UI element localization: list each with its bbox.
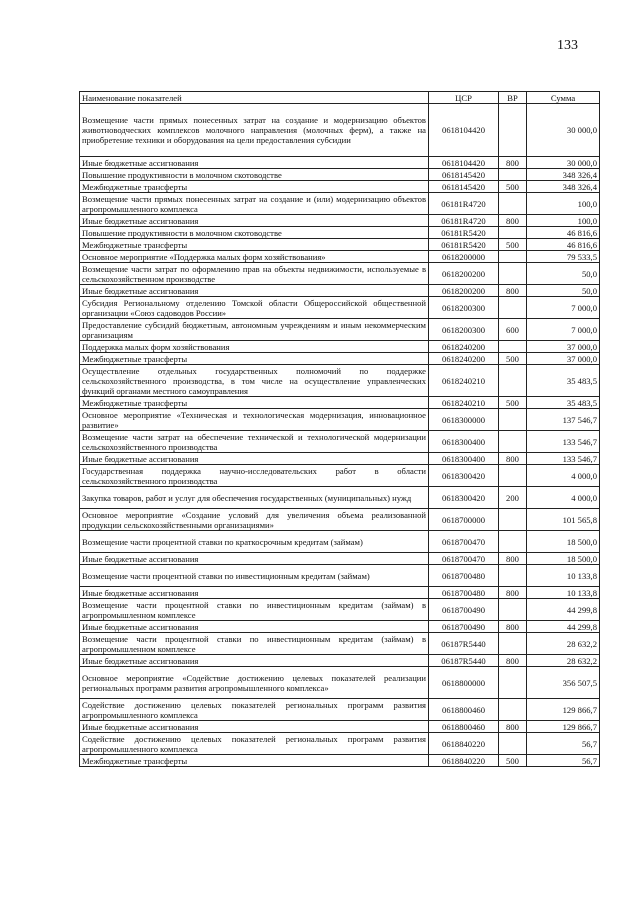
row-csr: 0618240200: [429, 341, 499, 353]
row-sum: 37 000,0: [527, 353, 600, 365]
row-vr: 800: [499, 157, 527, 169]
row-csr: 0618800000: [429, 667, 499, 699]
row-sum: 10 133,8: [527, 565, 600, 587]
row-name: Повышение продуктивности в молочном скотоводстве: [80, 169, 429, 181]
table-row: [80, 227, 600, 239]
row-name: Возмещение части прямых понесенных затрат на создание и (или) модернизацию объектов агропромышленного комплекса: [80, 193, 429, 215]
table-row: [80, 565, 600, 587]
row-vr: 800: [499, 453, 527, 465]
table-row: [80, 181, 600, 193]
row-name: Субсидия Региональному отделению Томской области Общероссийской общественной организации «Союз садоводов России»: [80, 297, 429, 319]
row-csr: 0618240210: [429, 365, 499, 397]
row-csr: 06181R4720: [429, 193, 499, 215]
table-row: [80, 431, 600, 453]
row-vr: [499, 341, 527, 353]
row-sum: 137 546,7: [527, 409, 600, 431]
row-name: Иные бюджетные ассигнования: [80, 285, 429, 297]
table-row: [80, 104, 600, 157]
row-vr: 500: [499, 353, 527, 365]
row-sum: 356 507,5: [527, 667, 600, 699]
table-row: [80, 397, 600, 409]
budget-table: [79, 91, 600, 767]
row-name: Иные бюджетные ассигнования: [80, 721, 429, 733]
row-sum: 50,0: [527, 263, 600, 285]
header-vr: ВР: [499, 92, 527, 104]
row-name: Иные бюджетные ассигнования: [80, 453, 429, 465]
row-vr: [499, 193, 527, 215]
table-row: [80, 465, 600, 487]
table-row: [80, 341, 600, 353]
row-name: Возмещение части процентной ставки по краткосрочным кредитам (займам): [80, 531, 429, 553]
row-vr: 500: [499, 181, 527, 193]
row-name: Закупка товаров, работ и услуг для обеспечения государственных (муниципальных) нужд: [80, 487, 429, 509]
row-name: Основное мероприятие «Создание условий для увеличения объема реализованной продукции сельскохозяйственными организациями»: [80, 509, 429, 531]
table-row: [80, 621, 600, 633]
row-name: Возмещение части затрат по оформлению прав на объекты недвижимости, используемые в сельскохозяйственном производстве: [80, 263, 429, 285]
row-vr: [499, 699, 527, 721]
row-vr: [499, 509, 527, 531]
table-row: [80, 409, 600, 431]
row-sum: 30 000,0: [527, 157, 600, 169]
row-vr: 800: [499, 587, 527, 599]
row-name: Основное мероприятие «Содействие достижению целевых показателей реализации региональных программ развития агропромышленного комплекса»: [80, 667, 429, 699]
table-row: [80, 263, 600, 285]
table-row: [80, 453, 600, 465]
row-name: Предоставление субсидий бюджетным, автономным учреждениям и иным некоммерческим организациям: [80, 319, 429, 341]
table-row: [80, 755, 600, 767]
table-row: [80, 487, 600, 509]
row-name: Содействие достижению целевых показателей региональных программ развития агропромышленного комплекса: [80, 733, 429, 755]
row-csr: 0618300420: [429, 487, 499, 509]
row-name: Содействие достижению целевых показателей региональных программ развития агропромышленного комплекса: [80, 699, 429, 721]
table-row: [80, 169, 600, 181]
row-sum: 50,0: [527, 285, 600, 297]
row-sum: 46 816,6: [527, 227, 600, 239]
row-vr: [499, 263, 527, 285]
row-name: Иные бюджетные ассигнования: [80, 655, 429, 667]
row-csr: 06181R5420: [429, 227, 499, 239]
row-sum: 7 000,0: [527, 319, 600, 341]
row-csr: 0618145420: [429, 169, 499, 181]
table-row: [80, 251, 600, 263]
row-name: Возмещение части затрат на обеспечение технической и технологической модернизации сельскохозяйственного производства: [80, 431, 429, 453]
row-csr: 0618200300: [429, 319, 499, 341]
row-name: Возмещение части процентной ставки по инвестиционным кредитам (займам) в агропромышленном комплексе: [80, 599, 429, 621]
row-csr: 0618700480: [429, 565, 499, 587]
table-row: [80, 193, 600, 215]
row-csr: 0618700470: [429, 553, 499, 565]
row-sum: 56,7: [527, 755, 600, 767]
header-csr: ЦСР: [429, 92, 499, 104]
row-name: Повышение продуктивности в молочном скотоводстве: [80, 227, 429, 239]
table-row: [80, 365, 600, 397]
row-name: Межбюджетные трансферты: [80, 239, 429, 251]
row-vr: [499, 251, 527, 263]
row-vr: [499, 409, 527, 431]
table-row: [80, 509, 600, 531]
row-vr: [499, 169, 527, 181]
row-vr: [499, 633, 527, 655]
row-csr: 0618800460: [429, 721, 499, 733]
row-sum: 4 000,0: [527, 487, 600, 509]
table-row: [80, 531, 600, 553]
row-csr: 0618700490: [429, 621, 499, 633]
row-csr: 0618240210: [429, 397, 499, 409]
table-row: [80, 215, 600, 227]
row-name: Возмещение части процентной ставки по инвестиционным кредитам (займам): [80, 565, 429, 587]
row-sum: 18 500,0: [527, 531, 600, 553]
row-csr: 0618104420: [429, 157, 499, 169]
table-row: [80, 667, 600, 699]
table-row: [80, 733, 600, 755]
row-sum: 100,0: [527, 193, 600, 215]
row-csr: 0618145420: [429, 181, 499, 193]
table-row: [80, 285, 600, 297]
row-sum: 129 866,7: [527, 699, 600, 721]
row-vr: [499, 531, 527, 553]
row-vr: [499, 104, 527, 157]
row-vr: 800: [499, 721, 527, 733]
row-name: Иные бюджетные ассигнования: [80, 621, 429, 633]
row-sum: 30 000,0: [527, 104, 600, 157]
row-csr: 0618700470: [429, 531, 499, 553]
row-vr: [499, 667, 527, 699]
row-csr: 0618240200: [429, 353, 499, 365]
page-number: 133: [557, 38, 578, 53]
row-csr: 0618800460: [429, 699, 499, 721]
row-vr: [499, 227, 527, 239]
row-vr: [499, 431, 527, 453]
header-name: Наименование показателей: [80, 92, 429, 104]
row-name: Основное мероприятие «Техническая и технологическая модернизация, инновационное развитие»: [80, 409, 429, 431]
table-row: [80, 157, 600, 169]
row-csr: 0618700000: [429, 509, 499, 531]
row-vr: [499, 365, 527, 397]
row-csr: 06187R5440: [429, 655, 499, 667]
row-vr: 200: [499, 487, 527, 509]
row-vr: 800: [499, 621, 527, 633]
row-sum: 35 483,5: [527, 397, 600, 409]
row-sum: 37 000,0: [527, 341, 600, 353]
row-vr: 500: [499, 755, 527, 767]
row-csr: 0618104420: [429, 104, 499, 157]
row-sum: 56,7: [527, 733, 600, 755]
row-csr: 06187R5440: [429, 633, 499, 655]
row-csr: 0618200000: [429, 251, 499, 263]
row-vr: 800: [499, 553, 527, 565]
row-sum: 28 632,2: [527, 655, 600, 667]
table-body: [80, 104, 600, 767]
row-sum: 79 533,5: [527, 251, 600, 263]
row-csr: 0618200300: [429, 297, 499, 319]
table-row: [80, 353, 600, 365]
row-name: Возмещение части процентной ставки по инвестиционным кредитам (займам) в агропромышленном комплексе: [80, 633, 429, 655]
table-row: [80, 319, 600, 341]
row-csr: 06181R4720: [429, 215, 499, 227]
row-csr: 0618840220: [429, 733, 499, 755]
table-row: [80, 553, 600, 565]
row-sum: 348 326,4: [527, 181, 600, 193]
row-name: Межбюджетные трансферты: [80, 181, 429, 193]
row-name: Поддержка малых форм хозяйствования: [80, 341, 429, 353]
row-vr: 500: [499, 239, 527, 251]
row-csr: 0618200200: [429, 263, 499, 285]
row-csr: 0618300400: [429, 453, 499, 465]
row-name: Возмещение части прямых понесенных затрат на создание и модернизацию объектов животноводческих комплексов молочного направления (молочных ферм), а также на приобретение техники и оборудования на цели предоставления субсидии: [80, 104, 429, 157]
row-vr: [499, 599, 527, 621]
table-row: [80, 655, 600, 667]
row-vr: 800: [499, 285, 527, 297]
row-vr: [499, 565, 527, 587]
row-name: Межбюджетные трансферты: [80, 397, 429, 409]
row-sum: 133 546,7: [527, 431, 600, 453]
row-csr: 0618700490: [429, 599, 499, 621]
row-csr: 0618840220: [429, 755, 499, 767]
row-name: Государственная поддержка научно-исследовательских работ в области сельскохозяйственного производства: [80, 465, 429, 487]
row-name: Основное мероприятие «Поддержка малых форм хозяйствования»: [80, 251, 429, 263]
row-sum: 4 000,0: [527, 465, 600, 487]
table-row: [80, 297, 600, 319]
row-sum: 348 326,4: [527, 169, 600, 181]
row-sum: 10 133,8: [527, 587, 600, 599]
row-vr: 800: [499, 215, 527, 227]
row-name: Осуществление отдельных государственных полномочий по поддержке сельскохозяйственного производства, в том числе на осуществление управленческих функций органами местного самоуправления: [80, 365, 429, 397]
table-row: [80, 587, 600, 599]
row-sum: 101 565,8: [527, 509, 600, 531]
row-sum: 100,0: [527, 215, 600, 227]
row-vr: [499, 297, 527, 319]
row-sum: 44 299,8: [527, 599, 600, 621]
row-sum: 44 299,8: [527, 621, 600, 633]
table-row: [80, 699, 600, 721]
row-name: Межбюджетные трансферты: [80, 755, 429, 767]
row-name: Иные бюджетные ассигнования: [80, 587, 429, 599]
row-name: Иные бюджетные ассигнования: [80, 215, 429, 227]
row-sum: 18 500,0: [527, 553, 600, 565]
row-vr: [499, 733, 527, 755]
row-sum: 129 866,7: [527, 721, 600, 733]
row-sum: 35 483,5: [527, 365, 600, 397]
row-sum: 28 632,2: [527, 633, 600, 655]
header-sum: Сумма: [527, 92, 600, 104]
row-vr: 800: [499, 655, 527, 667]
row-csr: 0618200200: [429, 285, 499, 297]
row-sum: 7 000,0: [527, 297, 600, 319]
table-row: [80, 599, 600, 621]
table-header-row: [80, 92, 600, 104]
table-row: [80, 721, 600, 733]
row-name: Иные бюджетные ассигнования: [80, 157, 429, 169]
row-csr: 0618300420: [429, 465, 499, 487]
row-vr: 600: [499, 319, 527, 341]
row-name: Иные бюджетные ассигнования: [80, 553, 429, 565]
row-vr: 500: [499, 397, 527, 409]
row-vr: [499, 465, 527, 487]
row-sum: 46 816,6: [527, 239, 600, 251]
table-row: [80, 633, 600, 655]
row-name: Межбюджетные трансферты: [80, 353, 429, 365]
row-sum: 133 546,7: [527, 453, 600, 465]
table-row: [80, 239, 600, 251]
row-csr: 0618700480: [429, 587, 499, 599]
row-csr: 0618300400: [429, 431, 499, 453]
row-csr: 06181R5420: [429, 239, 499, 251]
row-csr: 0618300000: [429, 409, 499, 431]
